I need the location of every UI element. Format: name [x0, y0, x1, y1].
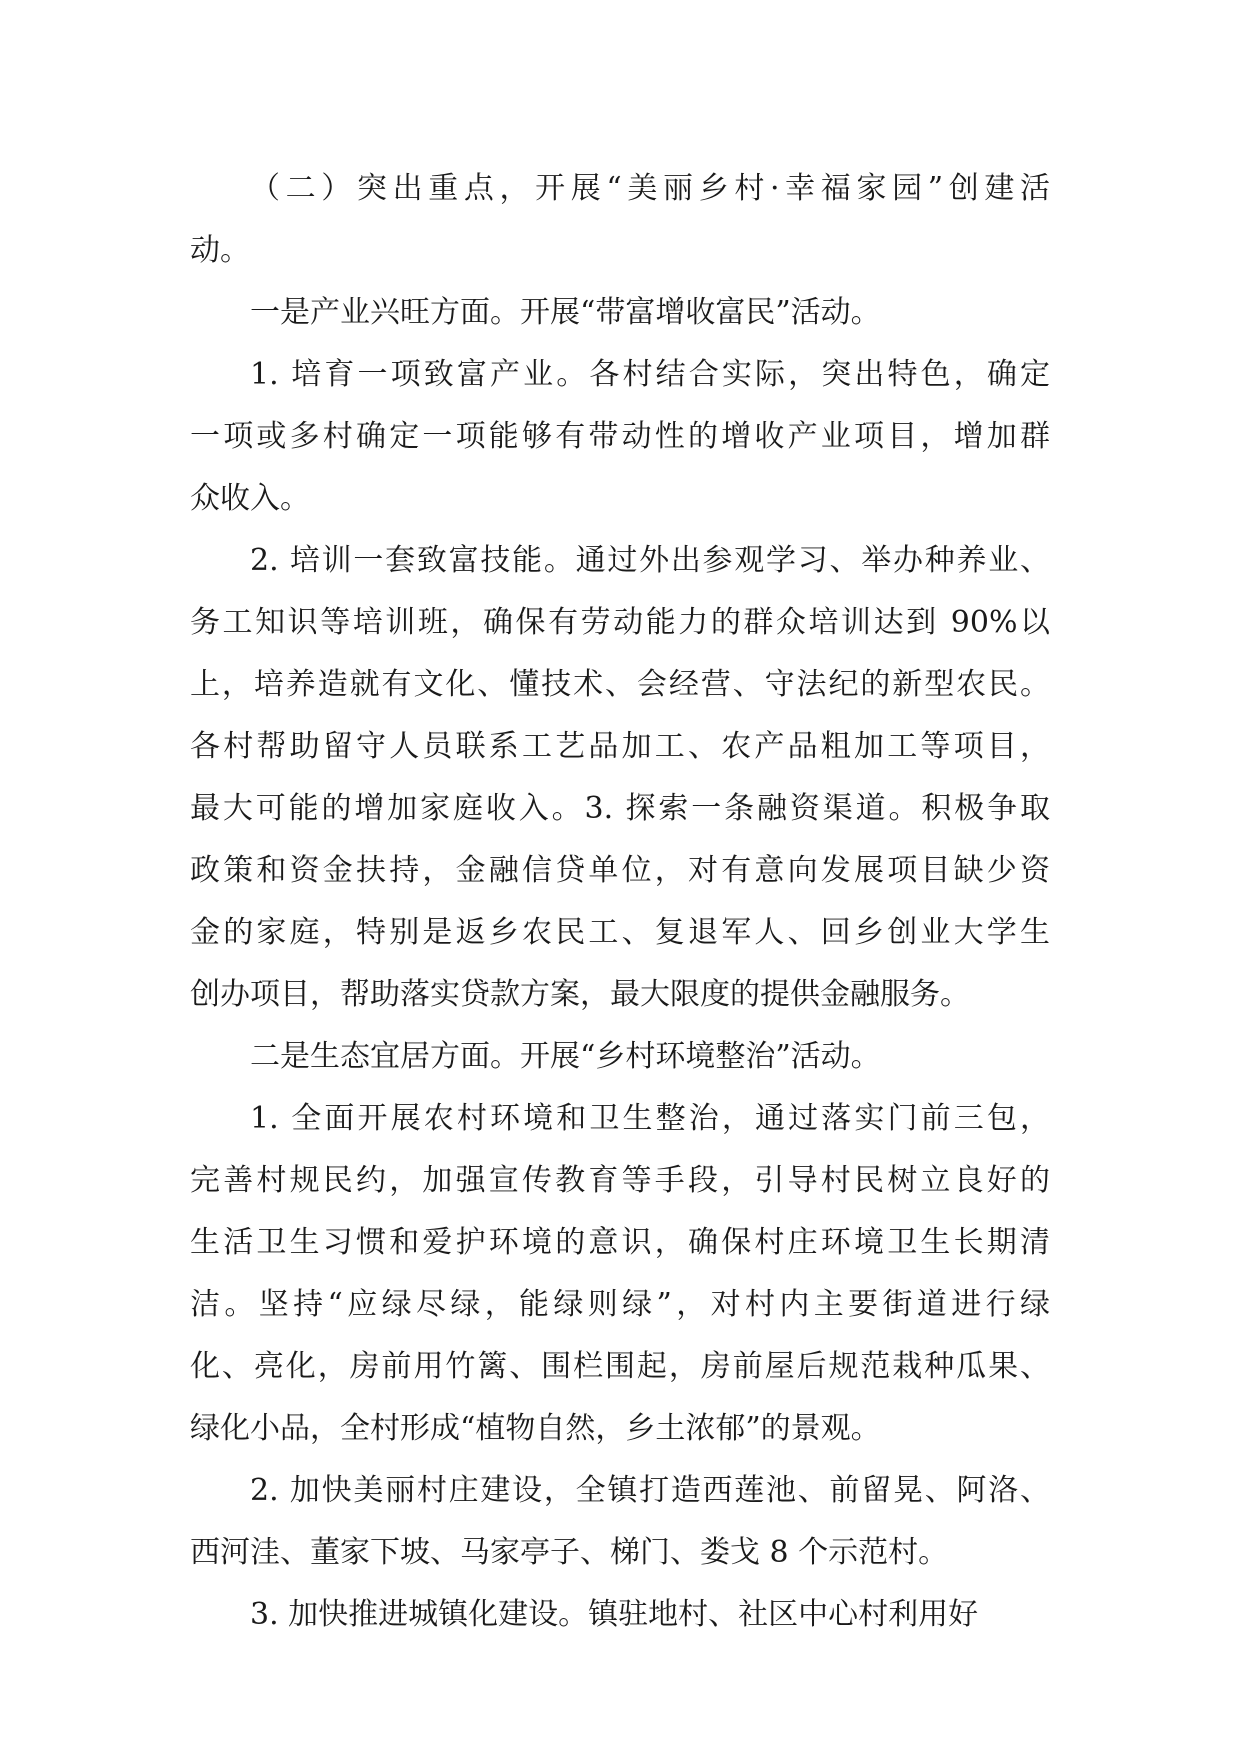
text-line: 2. 加快美丽村庄建设，全镇打造西莲池、前留晃、阿洛、 — [250, 1473, 1050, 1508]
paragraph-item-2 — [190, 530, 1050, 1026]
text-line: 上，培养造就有文化、懂技术、会经营、守法纪的新型农民。 — [190, 667, 1050, 702]
text-line: 完善村规民约，加强宣传教育等手段，引导村民树立良好的 — [190, 1163, 1050, 1198]
paragraph-ecology-item-3 — [190, 1584, 1050, 1646]
text-line: 务工知识等培训班，确保有劳动能力的群众培训达到 90%以 — [190, 605, 1050, 640]
text-line: 2. 培训一套致富技能。通过外出参观学习、举办种养业、 — [250, 543, 1050, 578]
paragraph-item-1 — [190, 344, 1050, 530]
text-line: 1. 培育一项致富产业。各村结合实际，突出特色，确定 — [250, 357, 1050, 392]
text-line: 绿化小品，全村形成“植物自然，乡土浓郁”的景观。 — [190, 1411, 881, 1446]
text-line: 3. 加快推进城镇化建设。镇驻地村、社区中心村利用好 — [250, 1597, 979, 1632]
text-line: 动。 — [190, 233, 250, 268]
text-line: 最大可能的增加家庭收入。3. 探索一条融资渠道。积极争取 — [190, 791, 1050, 826]
text-line: 化、亮化，房前用竹篱、围栏围起，房前屋后规范栽种瓜果、 — [190, 1349, 1050, 1384]
text-line: 一项或多村确定一项能够有带动性的增收产业项目，增加群 — [190, 419, 1050, 454]
text-line: 生活卫生习惯和爱护环境的意识，确保村庄环境卫生长期清 — [190, 1225, 1050, 1260]
text-line: 西河洼、董家下坡、马家亭子、梯门、娄戈 8 个示范村。 — [190, 1535, 949, 1570]
paragraph-ecology-item-1 — [190, 1088, 1050, 1460]
text-line: 政策和资金扶持，金融信贷单位，对有意向发展项目缺少资 — [190, 853, 1050, 888]
paragraph-industry-heading — [190, 282, 1050, 344]
text-line: 众收入。 — [190, 481, 310, 516]
document-body — [190, 158, 1050, 1646]
text-line: （二）突出重点，开展“美丽乡村·幸福家园”创建活 — [250, 171, 1050, 206]
text-line: 创办项目，帮助落实贷款方案，最大限度的提供金融服务。 — [190, 977, 970, 1012]
text-line: 1. 全面开展农村环境和卫生整治，通过落实门前三包， — [250, 1101, 1050, 1136]
paragraph-ecology-item-2 — [190, 1460, 1050, 1584]
text-line: 金的家庭，特别是返乡农民工、复退军人、回乡创业大学生 — [190, 915, 1050, 950]
text-line: 二是生态宜居方面。开展“乡村环境整治”活动。 — [250, 1039, 881, 1074]
text-line: 各村帮助留守人员联系工艺品加工、农产品粗加工等项目， — [190, 729, 1050, 764]
paragraph-ecology-heading — [190, 1026, 1050, 1088]
text-line: 一是产业兴旺方面。开展“带富增收富民”活动。 — [250, 295, 881, 330]
text-line: 洁。坚持“应绿尽绿，能绿则绿”，对村内主要街道进行绿 — [190, 1287, 1050, 1322]
paragraph-heading-2 — [190, 158, 1050, 282]
